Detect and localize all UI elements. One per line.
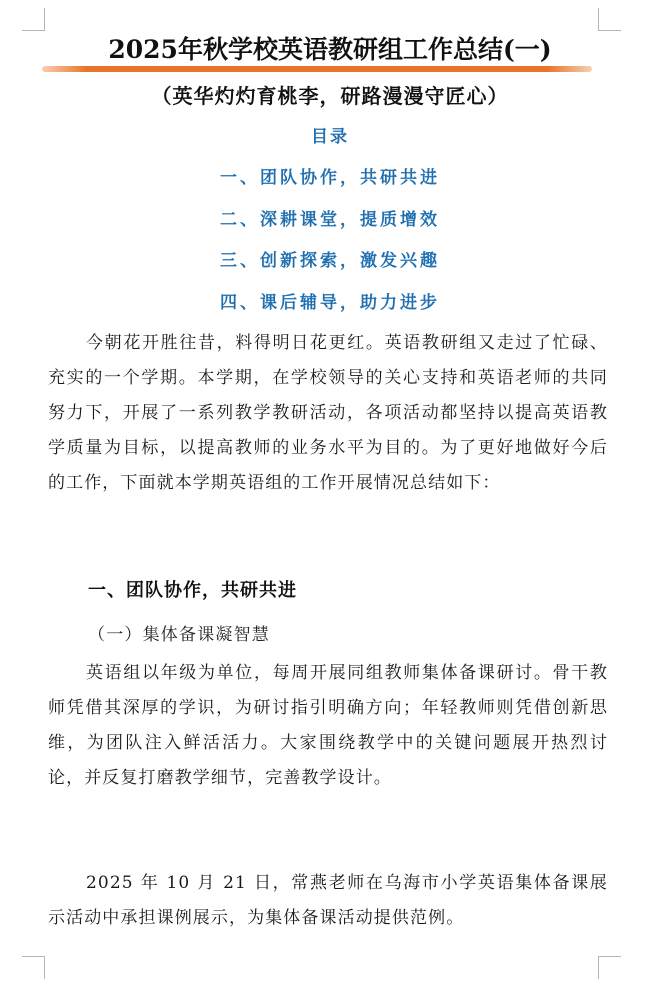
crop-mark-top-left	[22, 8, 45, 31]
toc-item-1[interactable]: 一、团队协作，共研共进	[220, 168, 440, 188]
document-title: 2025年秋学校英语教研组工作总结(一)	[108, 35, 552, 64]
crop-mark-bottom-right	[598, 956, 621, 979]
toc-item-4[interactable]: 四、课后辅导，助力进步	[220, 293, 440, 313]
document-subtitle: （英华灼灼育桃李，研路漫漫守匠心）	[151, 84, 509, 108]
toc-item-2[interactable]: 二、深耕课堂，提质增效	[220, 210, 440, 230]
crop-mark-bottom-left	[22, 956, 45, 979]
subsection-1-heading: （一）集体备课凝智慧	[88, 625, 270, 645]
toc-heading: 目录	[311, 127, 349, 147]
crop-mark-top-right	[598, 8, 621, 31]
title-underline	[42, 66, 592, 72]
intro-paragraph: 今朝花开胜往昔，料得明日花更红。英语教研组又走过了忙碌、充实的一个学期。本学期，在学校领导的关心支持和英语老师的共同努力下，开展了一系列教学教研活动，各项活动都坚持以提高英语教学质量为目标，以提高教师的业务水平为目的。为了更好地做好今后的工作，下面就本学期英语组的工作开展情况总结如下：	[48, 333, 608, 493]
section-1-heading: 一、团队协作，共研共进	[88, 580, 297, 601]
subsection-1-paragraph-1: 英语组以年级为单位，每周开展同组教师集体备课研讨。骨干教师凭借其深厚的学识，为研讨指引明确方向；年轻教师则凭借创新思维，为团队注入鲜活活力。大家围绕教学中的关键问题展开热烈讨论，并反复打磨教学细节，完善教学设计。	[48, 663, 608, 788]
subsection-1-paragraph-2: 2025 年 10 月 21 日，常燕老师在乌海市小学英语集体备课展示活动中承担课例展示，为集体备课活动提供范例。	[48, 873, 608, 928]
toc-item-3[interactable]: 三、创新探索，激发兴趣	[220, 251, 440, 271]
